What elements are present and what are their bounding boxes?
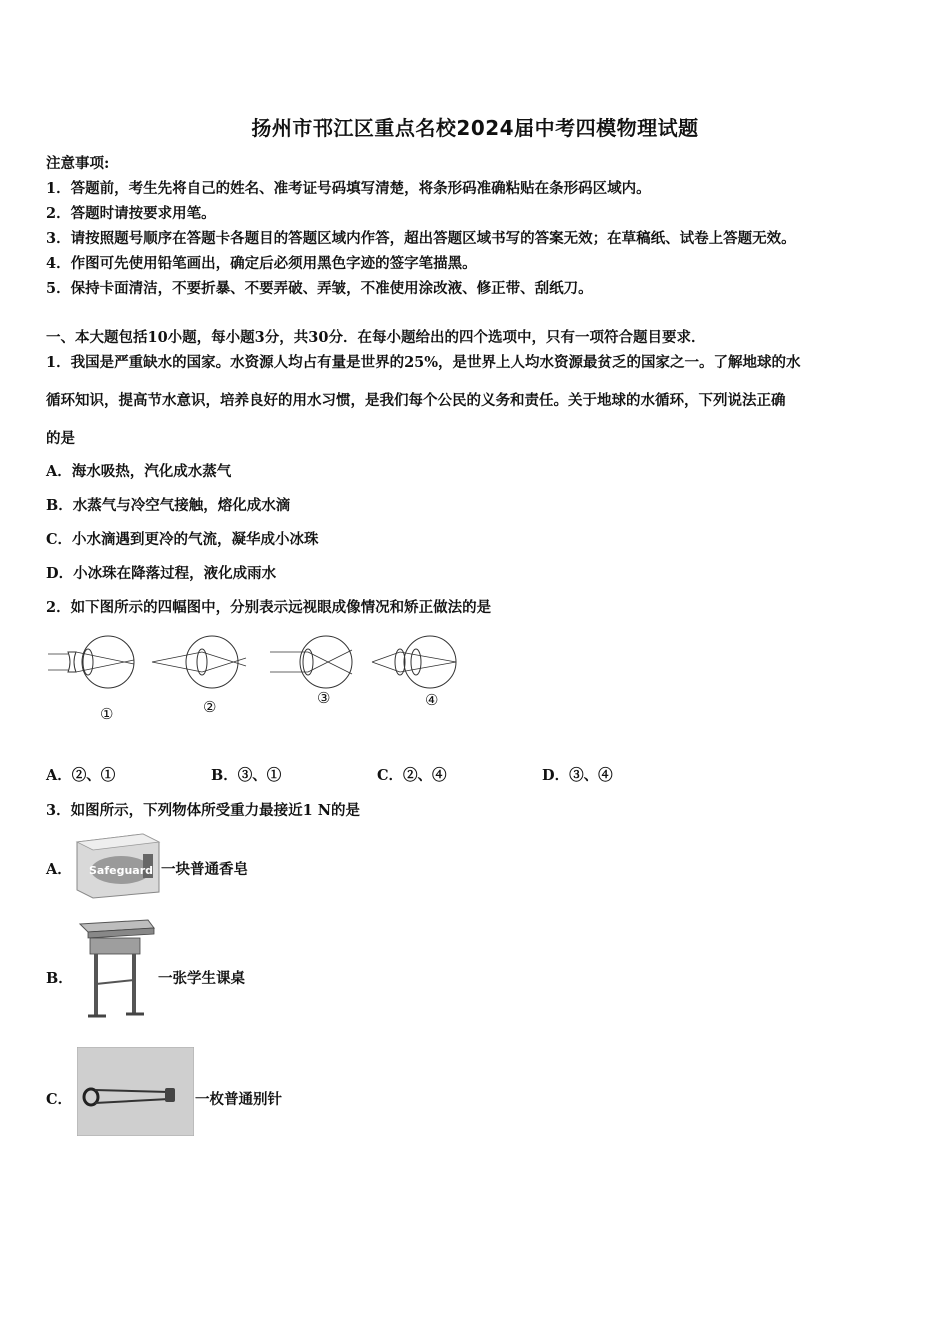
figure-label-1: ① (100, 705, 114, 723)
q3-option-b-letter: B． (46, 970, 73, 987)
q1-option-b: B．水蒸气与冷空气接触，熔化成水滴 (46, 497, 291, 514)
eye-diagram-3 (268, 630, 368, 690)
soap-brand-text: Safeguard (88, 864, 154, 877)
q3-option-a-text: 一块普通香皂 (161, 861, 248, 878)
q3-stem: 3．如图所示，下列物体所受重力最接近1 N的是 (46, 802, 360, 819)
figure-label-4: ④ (425, 691, 439, 709)
notice-item: 1．答题前，考生先将自己的姓名、准考证号码填写清楚，将条形码准确粘贴在条形码区域内。 (46, 180, 651, 197)
q2-stem: 2．如下图所示的四幅图中，分别表示远视眼成像情况和矫正做法的是 (46, 599, 492, 616)
q2-option-c: C．②、④ (377, 767, 447, 784)
q3-option-c-text: 一枚普通别针 (195, 1091, 282, 1108)
desk-image (74, 918, 156, 1020)
q1-option-d: D．小冰珠在降落过程，液化成雨水 (46, 565, 277, 582)
notice-item: 3．请按照题号顺序在答题卡各题目的答题区域内作答，超出答题区域书写的答案无效；在草稿纸、试卷上答题无效。 (46, 230, 796, 247)
q1-option-c: C．小水滴遇到更冷的气流，凝华成小冰珠 (46, 531, 319, 548)
q1-stem-line: 1．我国是严重缺水的国家。水资源人均占有量是世界的25%，是世界上人均水资源最贫乏的国家之一。了解地球的水 (46, 354, 801, 371)
notice-item: 4．作图可先使用铅笔画出，确定后必须用黑色字迹的签字笔描黑。 (46, 255, 477, 272)
q1-stem-line: 的是 (46, 430, 75, 447)
q1-stem-line: 循环知识，提高节水意识，培养良好的用水习惯，是我们每个公民的义务和责任。关于地球的水循环，下列说法正确 (46, 392, 786, 409)
figure-label-3: ③ (317, 689, 331, 707)
q2-option-d: D．③、④ (542, 767, 613, 784)
notice-heading: 注意事项: (46, 155, 110, 172)
q2-option-b: B．③、① (211, 767, 282, 784)
safety-pin-image (77, 1047, 194, 1136)
q3-option-c-letter: C． (46, 1091, 73, 1108)
q3-option-b-text: 一张学生课桌 (158, 970, 245, 987)
q3-option-a-letter: A． (46, 861, 72, 878)
q2-option-a: A．②、① (46, 767, 116, 784)
eye-diagram-4 (370, 630, 470, 690)
eye-diagram-2 (150, 630, 250, 690)
eye-diagram-1 (46, 630, 146, 690)
figure-label-2: ② (203, 698, 217, 716)
section-heading: 一、本大题包括10小题，每小题3分，共30分．在每小题给出的四个选项中，只有一项符合题目要求． (46, 329, 706, 346)
soap-image (73, 830, 161, 900)
notice-item: 2．答题时请按要求用笔。 (46, 205, 216, 222)
q1-option-a: A．海水吸热，汽化成水蒸气 (46, 463, 232, 480)
page-title: 扬州市邗江区重点名校2024届中考四模物理试题 (251, 116, 699, 140)
notice-item: 5．保持卡面清洁，不要折暴、不要弄破、弄皱，不准使用涂改液、修正带、刮纸刀。 (46, 280, 593, 297)
